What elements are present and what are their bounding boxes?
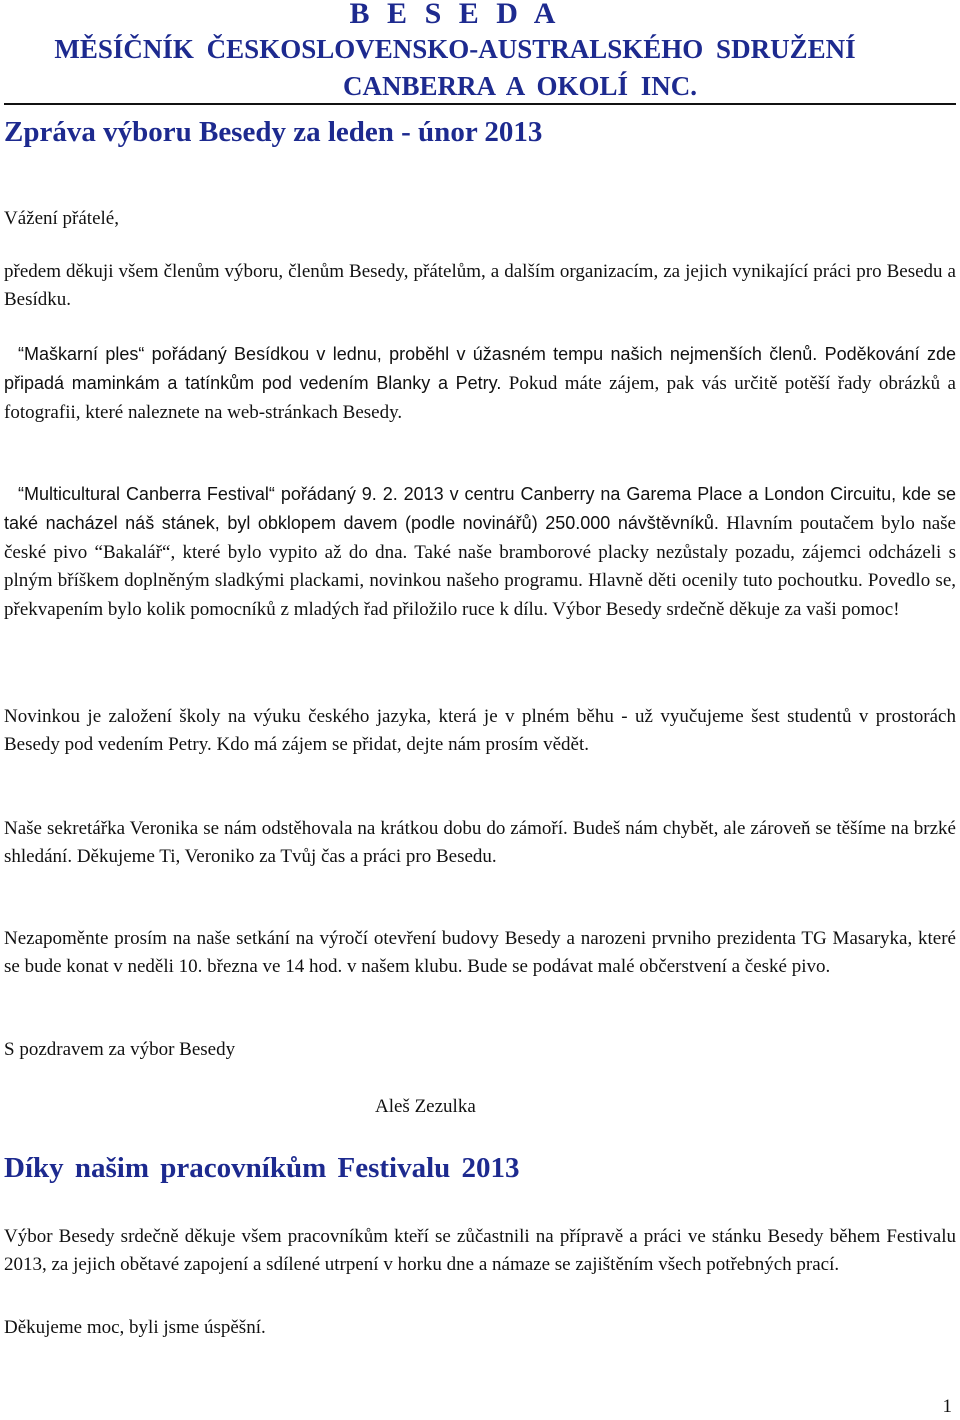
- festival-details-text: Hlavním poutačem bylo naše české pivo “Bakalář“, které bylo vypito až do dna. Také naše bramborové placky nezůstaly pozadu, zájemci odcházeli s plným bříškem doplněným sladkými plackami, novinkou našeho programu. Hlavně děti ocenily tuto pochoutku. Povedlo se, překvapením bylo kolik pomocníků z mladých řad přiložilo ruce k dílu. Výbor Besedy srdečně děkuje za vaši pomoc!: [4, 513, 956, 620]
- masthead-title: B E S E D A: [349, 0, 561, 30]
- paragraph-language-school: Novinkou je založení školy na výuku českého jazyka, která je v plném běhu - už vyučujeme šest studentů v prostorách Besedy pod vedením Petry. Kdo má zájem se přidat, dejte nám prosím vědět.: [4, 706, 956, 756]
- signature: Aleš Zezulka: [375, 1096, 476, 1117]
- paragraph-thanks-committee: předem děkuji všem členům výboru, členům Besedy, přátelům, a dalším organizacím, za jejich vynikající práci pro Besedu a Besídku.: [4, 261, 956, 311]
- masquerade-photos-text: Pokud máte zájem, pak vás určitě potěší řady obrázků a fotografii, které naleznete na web-stránkach Besedy.: [4, 373, 956, 423]
- masthead-subtitle: MĚSÍČNÍK ČESKOSLOVENSKO-AUSTRALSKÉHO SDRUŽENÍ: [54, 34, 856, 64]
- paragraph-masquerade-ball: [4, 340, 956, 427]
- masquerade-text: “Maškarní ples“ pořádaný Besídkou v lednu, proběhl v úžasném tempu našich nejmenších členů. Poděkování zde připadá maminkám a tatínkům pod vedením Blanky a Petry.: [4, 344, 956, 394]
- masthead-divider: [4, 103, 956, 105]
- paragraph-anniversary: Nezapoměnte prosím na naše setkání na výročí otevření budovy Besedy a narozeni prvniho prezidenta TG Masaryka, které se bude konat v neděli 10. března ve 14 hod. v našem klubu. Bude se podávat malé občerstvení a české pivo.: [4, 928, 956, 978]
- festival-text: “Multicultural Canberra Festival“ pořádaný 9. 2. 2013 v centru Canberry na Garema Place a London Circuitu, kde se také nacházel náš stánek, byl obklopem davem (podle novinářů) 250.000 návštěvníků.: [4, 484, 956, 534]
- paragraph-final-thanks: Děkujeme moc, byli jsme úspěšní.: [4, 1317, 266, 1338]
- masthead-subtitle-line2: CANBERRA A OKOLÍ INC.: [342, 71, 698, 101]
- paragraph-festival: [4, 480, 956, 624]
- greeting: Vážení přátelé,: [4, 208, 119, 229]
- paragraph-festival-thanks: Výbor Besedy srdečně děkuje všem pracovníkům kteří se zůčastnili na přípravě a práci ve stánku Besedy během Festivalu 2013, za jejich obětavé zapojení a sdílené utrpení v horku dne a námaze se zajištěním všech potřebných prací.: [4, 1226, 956, 1276]
- festival-thanks-title: Díky našim pracovníkům Festivalu 2013: [4, 1152, 520, 1184]
- report-title: Zpráva výboru Besedy za leden - únor 2013: [4, 116, 543, 148]
- page-number: 1: [942, 1396, 952, 1417]
- closing-line: S pozdravem za výbor Besedy: [4, 1039, 236, 1060]
- paragraph-secretary: Naše sekretářka Veronika se nám odstěhovala na krátkou dobu do zámoří. Budeš nám chybět, ale zároveň se těšíme na brzké shledání. Děkujeme Ti, Veroniko za Tvůj čas a práci pro Besedu.: [4, 818, 956, 868]
